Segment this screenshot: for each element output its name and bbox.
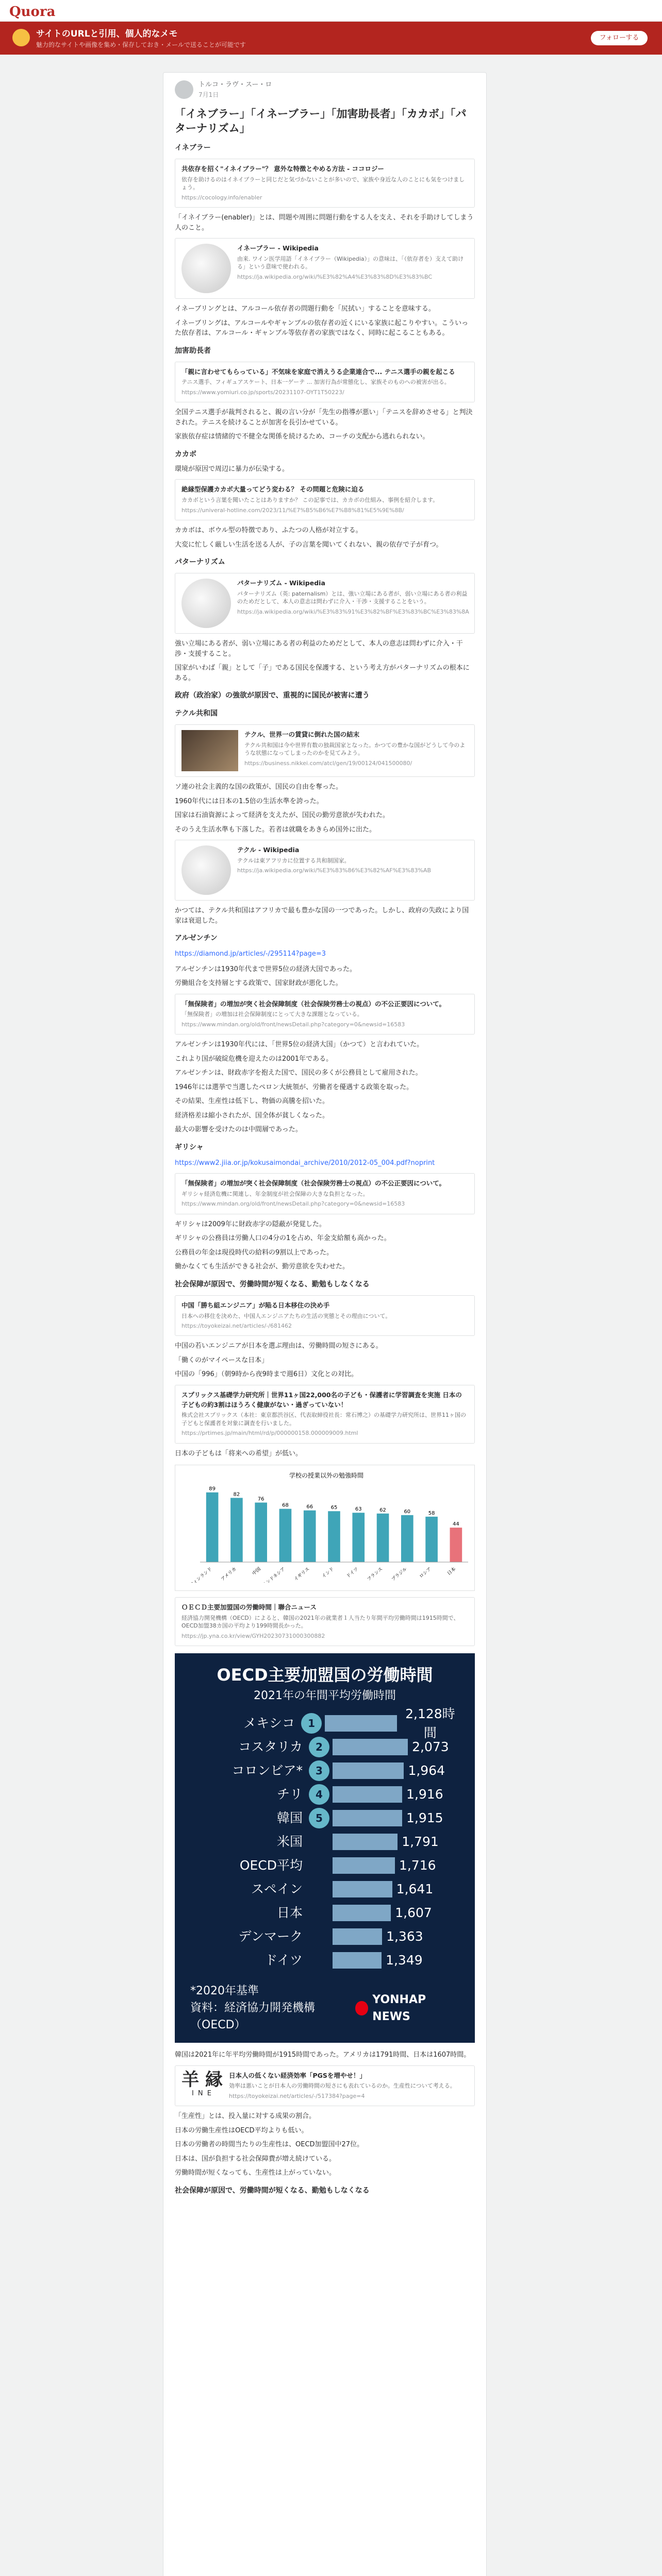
hours-row bbox=[190, 1877, 459, 1901]
link-card[interactable] bbox=[175, 840, 475, 901]
data-label: 89 bbox=[209, 1486, 216, 1492]
link-title: 日本人の低くない経済効率「PGSを増やせ！」 bbox=[229, 2071, 366, 2079]
yonhap-dot-icon bbox=[355, 2001, 369, 2015]
hours-bar bbox=[333, 1834, 398, 1850]
section-heading: 社会保障が原因で、労働時間が短くなる、勤勉もしなくなる bbox=[175, 1280, 370, 1289]
data-label: 58 bbox=[428, 1511, 435, 1517]
link-card[interactable] bbox=[175, 724, 475, 777]
wikipedia-globe-icon bbox=[181, 579, 231, 628]
hours-value: 1,915 bbox=[406, 1810, 443, 1826]
paragraph: ギリシャは2009年に財政赤字の隠蔽が発覚した。 bbox=[175, 1220, 326, 1228]
paragraph: 強い立場にある者が、弱い立場にある者の利益のためだとして、本人の意志は問わずに介入・干渉・支援すること。 bbox=[175, 640, 463, 658]
link-desc: カカボという言葉を聞いたことはありますか？ この記事では、カカボの仕組み、事例を紹介します。 bbox=[181, 497, 439, 504]
category-label: フィンランド bbox=[189, 1566, 213, 1583]
infographic-title: OECD主要加盟国の労働時間 bbox=[217, 1665, 433, 1685]
link-desc: 由来. ワイン医学用語「イネイブラー（Wikipedia）」の意味は、「（依存者を）支えて助ける」という意味で使われる。 bbox=[237, 255, 464, 270]
paragraph: ギリシャの公務員は労働人口の4分の1を占め、年金支給額も高かった。 bbox=[175, 1234, 391, 1243]
section-heading: ギリシャ bbox=[175, 1143, 204, 1151]
link-url: https://cocology.info/enabler bbox=[181, 194, 262, 201]
bar bbox=[230, 1498, 243, 1563]
paragraph: 国家がいわば「親」として「子」である国民を保護する、という考え方がパターナリズムの根本にある。 bbox=[175, 664, 470, 682]
link-title: 共依存を招く"イネイブラー"？ 意外な特徴とやめる方法 - ココロジー bbox=[181, 165, 385, 173]
external-link[interactable]: https://www2.jiia.or.jp/kokusaimondai_archive/2010/2012-05_004.pdf?noprint bbox=[175, 1159, 435, 1167]
paragraph: 「生産性」とは、投入量に対する成果の割合。 bbox=[175, 2112, 316, 2121]
data-label: 62 bbox=[379, 1507, 386, 1513]
hours-bar bbox=[333, 1905, 391, 1921]
space-icon bbox=[12, 29, 30, 46]
country-label: デンマーク bbox=[238, 1929, 303, 1944]
study-time-chart bbox=[175, 1465, 475, 1591]
section-heading: テクル共和国 bbox=[175, 709, 218, 718]
paragraph: アルゼンチンは、財政赤字を抱えた国で、国民の多くが公務員として雇用された。 bbox=[175, 1069, 422, 1077]
paragraph: 韓国は2021年に年平均労働時間が1915時間であった。アメリカは1791時間、日本は1607時間。 bbox=[175, 2051, 471, 2059]
link-url: https://www.mindan.org/old/front/newsDetail.php?category=0&newsid=16583 bbox=[181, 1200, 405, 1208]
section-heading: アルゼンチン bbox=[175, 934, 218, 942]
data-label: 66 bbox=[306, 1504, 313, 1510]
avatar[interactable] bbox=[175, 80, 193, 99]
country-label: チリ bbox=[276, 1787, 303, 1802]
link-url: https://ja.wikipedia.org/wiki/%E3%83%91%E3%82%BF%E3%83%BC%E3%83%8A bbox=[237, 608, 469, 615]
paragraph: 1960年代には日本の1.5倍の生活水準を誇った。 bbox=[175, 797, 323, 805]
hours-bar-list bbox=[190, 1706, 459, 1972]
paragraph: 経済格差は縮小されたが、国全体が貧しくなった。 bbox=[175, 1111, 329, 1120]
rank-badge: 5 bbox=[309, 1808, 329, 1828]
post-date: 7月1日 bbox=[198, 91, 219, 98]
link-card[interactable] bbox=[175, 1385, 475, 1444]
paragraph: 全国テニス選手が裁判されると、親の言い分が「先生の指導が悪い」「テニスを辞めさせる」と判決された。テニスを続けることが加害を長引かせている。 bbox=[175, 409, 473, 427]
link-desc: パターナリズム（英: paternalism）とは、強い立場にある者が、弱い立場にある者の利益のためだとして、本人の意志は問わずに介入・干渉・支援することをいう。 bbox=[237, 590, 468, 605]
bar bbox=[401, 1515, 413, 1562]
link-title: 「親に言わせてもらっている」不気味を家庭で消えうる企業連合で... テニス選手の親を起こる bbox=[181, 367, 455, 376]
link-card[interactable] bbox=[175, 1173, 475, 1214]
link-desc: テクル共和国は今や世界有数の独裁国家となった。かつての豊かな国がどうして今のような状態になってしまったのかを見てみよう。 bbox=[244, 741, 466, 757]
country-label: 日本 bbox=[276, 1905, 303, 1921]
paragraph: 中国の「996」（朝9時から夜9時まで週6日）文化との対比。 bbox=[175, 1370, 358, 1379]
rank-badge: 2 bbox=[309, 1737, 329, 1757]
country-label: メキシコ bbox=[243, 1716, 295, 1731]
link-desc: ギリシャ経済危機に関連し、年金制度が社会保障の大きな負担となった。 bbox=[181, 1190, 369, 1197]
bar bbox=[377, 1514, 389, 1562]
category-label: ドイツ bbox=[345, 1566, 360, 1580]
hours-value: 1,791 bbox=[402, 1834, 439, 1850]
category-label: アメリカ bbox=[220, 1566, 238, 1583]
infographic-subtitle: 2021年の年間平均労働時間 bbox=[254, 1689, 396, 1703]
paragraph: 「働くのがマイペースな日本」 bbox=[175, 1356, 269, 1364]
post-card bbox=[163, 72, 487, 2576]
wikipedia-globe-icon bbox=[181, 244, 231, 293]
hours-row bbox=[190, 1735, 459, 1759]
hours-row bbox=[190, 1854, 459, 1877]
link-url: https://ja.wikipedia.org/wiki/%E3%82%A4%E3%83%8D%E3%83%BC bbox=[237, 273, 433, 280]
paragraph: ソ連の社会主義的な国の政策が、国民の自由を奪った。 bbox=[175, 783, 343, 791]
country-label: コスタリカ bbox=[238, 1739, 303, 1755]
hours-bar bbox=[333, 1857, 395, 1874]
link-card[interactable] bbox=[175, 2065, 475, 2107]
quora-logo[interactable]: Quora bbox=[9, 4, 56, 20]
link-desc: 依存を助けるのはイネイブラーと同じだと気づかないことが多いので、家族や身近な人のことにも気をつけましょう。 bbox=[181, 176, 465, 191]
oecd-infographic bbox=[175, 1653, 475, 2043]
hours-bar bbox=[333, 1881, 392, 1897]
hours-row bbox=[190, 1948, 459, 1972]
link-card[interactable] bbox=[175, 362, 475, 403]
article-thumbnail bbox=[181, 730, 238, 771]
bar bbox=[206, 1493, 219, 1562]
rank-badge: 4 bbox=[309, 1784, 329, 1805]
bar bbox=[352, 1513, 365, 1562]
link-url: https://univeral-hotline.com/2023/11/%E7%B5%B6%E7%B8%81%E5%9E%8B/ bbox=[181, 506, 404, 514]
paragraph: 働かなくても生活ができる社会が、勤労意欲を失わせた。 bbox=[175, 1263, 350, 1271]
hours-bar bbox=[333, 1786, 402, 1803]
link-card[interactable] bbox=[175, 1597, 475, 1646]
category-label: ブラジル bbox=[390, 1566, 408, 1583]
link-card[interactable] bbox=[175, 479, 475, 520]
data-label: 68 bbox=[282, 1502, 289, 1509]
paragraph: 公務員の年金は現役時代の給料の9割以上であった。 bbox=[175, 1248, 334, 1257]
hours-row bbox=[190, 1901, 459, 1925]
link-title: スプリックス基礎学力研究所｜世界11ヶ国22,000名の子ども・保護者に学習調査を実施 日本の子どもの約3割はほうろく健康がない・過ぎっていない！ bbox=[181, 1391, 462, 1409]
country-label: コロンビア* bbox=[231, 1763, 303, 1778]
paragraph: かつては、テクル共和国はアフリカで最も豊かな国の一つであった。しかし、政府の失政により国家は衰退した。 bbox=[175, 907, 469, 925]
data-label: 44 bbox=[452, 1521, 459, 1528]
infographic-footer bbox=[190, 1982, 459, 2033]
link-url: https://toyokeizai.net/articles/-/681462 bbox=[181, 1322, 292, 1329]
hours-bar bbox=[333, 1928, 382, 1945]
paragraph: イネーブリングは、アルコールやギャンブルの依存者の近くにいる家族に起こりやすい。こういった依存者は、アルコール・ギャンブル等依存者の家族ではなく、同時に起こることもある。 bbox=[175, 319, 469, 337]
country-label: スペイン bbox=[251, 1882, 303, 1897]
bar bbox=[279, 1509, 292, 1562]
link-title: パターナリズム - Wikipedia bbox=[237, 579, 325, 587]
link-title: イネーブラー - Wikipedia bbox=[237, 244, 319, 252]
hours-row bbox=[190, 1706, 459, 1741]
category-label: インドネシア bbox=[261, 1566, 287, 1583]
paragraph: 「イネイブラー(enabler)」とは、問題や周囲に問題行動をする人を支え、それを手助けしてしまう人のこと。 bbox=[175, 214, 474, 232]
hours-value: 2,073 bbox=[412, 1739, 449, 1755]
paragraph: 家族依存症は情緒的で不健全な関係を続けるため、コーチの支配から逃れられない。 bbox=[175, 433, 429, 441]
hours-row bbox=[190, 1783, 459, 1806]
logo-kanji: 羊 縁 bbox=[181, 2069, 223, 2090]
hours-value: 1,916 bbox=[406, 1787, 443, 1802]
link-desc: 株式会社スプリックス（本社：東京都渋谷区、代表取締役社長：常石博之）の基礎学力研究所は、世界11ヶ国の子どもと保護者を対象に調査を行いました。 bbox=[181, 1412, 467, 1427]
hours-bar bbox=[333, 1739, 408, 1755]
top-bar bbox=[0, 0, 662, 22]
data-label: 65 bbox=[330, 1505, 338, 1511]
source-text: 資料：経済協力開発機構（OECD） bbox=[190, 2002, 316, 2032]
category-label: 中国 bbox=[251, 1566, 262, 1577]
link-title: テクル、世界一の賃貸に倒れた国の結末 bbox=[244, 731, 360, 738]
category-label: 日本 bbox=[446, 1566, 457, 1577]
paragraph: 日本の労働生産性はOECD平均よりも低い。 bbox=[175, 2126, 308, 2134]
paragraph: 大変に忙しく厳しい生活を送る人が、子の言葉を聞いてくれない、親の依存で子が育つ。 bbox=[175, 540, 443, 549]
link-url: https://www.yomiuri.co.jp/sports/20231107-OYT1T50223/ bbox=[181, 388, 344, 396]
country-label: OECD平均 bbox=[239, 1858, 303, 1873]
bar bbox=[304, 1511, 316, 1562]
link-card[interactable] bbox=[175, 1295, 475, 1336]
country-label: 米国 bbox=[276, 1834, 303, 1850]
data-label: 76 bbox=[257, 1496, 264, 1502]
link-desc: 「無保険者」の増加は社会保障制度にとって大きな課題となっている。 bbox=[181, 1011, 363, 1018]
section-heading: カカボ bbox=[175, 450, 196, 459]
hours-bar bbox=[333, 1762, 404, 1779]
yonhap-logo bbox=[355, 1982, 459, 2033]
link-card[interactable] bbox=[175, 573, 475, 634]
space-title[interactable]: サイトのURLと引用、個人的なメモ bbox=[36, 29, 178, 39]
paragraph: カカボは、ボウル型の特徴であり、ふたつの人格が対立する。 bbox=[175, 527, 362, 534]
link-card[interactable] bbox=[175, 159, 475, 208]
paragraph: 労働組合を支持層とする政策で、国家財政が悪化した。 bbox=[175, 979, 342, 987]
link-title: 「無保険者」の増加が突く社会保障制度（社会保険労務士の視点）の不公正要因について。 bbox=[181, 999, 446, 1008]
author-row bbox=[175, 80, 475, 99]
post-title[interactable]: 「イネブラー」「イネーブラー」「加害助長者」「カカボ」「パターナリズム」 bbox=[175, 107, 467, 134]
link-card[interactable] bbox=[175, 238, 475, 299]
paragraph: 日本の子どもは「将来への希望」が低い。 bbox=[175, 1449, 303, 1458]
paragraph: アルゼンチンは1930年代まで世界5位の経済大国であった。 bbox=[175, 965, 357, 973]
link-desc: 日本への移住を決めた、中国人エンジニアたちの生活の実態とその理由について。 bbox=[181, 1312, 391, 1319]
paragraph: そのうえ生活水準も下落した。若者は就職をあきらめ国外に出た。 bbox=[175, 825, 376, 834]
hours-bar bbox=[325, 1715, 397, 1732]
link-title: ＯＥＣＤ主要加盟国の労働時間｜聯合ニュース bbox=[181, 1603, 317, 1612]
space-subtitle: 魅力的なサイトや画像を集め・保存しておき・メールで送ることが可能です bbox=[36, 41, 246, 48]
bar bbox=[425, 1517, 438, 1562]
hours-row bbox=[190, 1806, 459, 1830]
section-heading: イネブラー bbox=[175, 144, 211, 152]
link-title: 絶縁型保護カカボ大量ってどう変わる？ その問題と危険に迫る bbox=[181, 485, 365, 494]
hours-row bbox=[190, 1925, 459, 1948]
paragraph: その結果、生産性は低下し、物価の高騰を招いた。 bbox=[175, 1097, 329, 1106]
hours-row bbox=[190, 1830, 459, 1854]
paragraph: 国家は石油資源によって経済を支えたが、国民の勤労意欲が失われた。 bbox=[175, 811, 390, 819]
chart-title: 学校の授業以外の勉強時間 bbox=[289, 1472, 364, 1480]
bar bbox=[450, 1528, 462, 1562]
category-label: フランス bbox=[366, 1566, 384, 1583]
hours-value: 1,349 bbox=[386, 1953, 423, 1968]
yonhap-brand: YONHAP NEWS bbox=[372, 1993, 426, 2023]
rank-badge: 1 bbox=[301, 1713, 322, 1734]
section-heading: 政府（政治家）の強欲が原因で、重視的に国民が被害に遭う bbox=[175, 691, 370, 700]
link-desc: 効率は悪いことが日本人の労働時間の短さにも表れているのか。生産性について考える。 bbox=[229, 2082, 456, 2090]
section-heading: 社会保障が原因で、労働時間が短くなる、勤勉もしなくなる bbox=[175, 2186, 370, 2195]
data-label: 60 bbox=[404, 1509, 411, 1515]
link-title: 中国「勝ち組エンジニア」が陥る日本移住の決め手 bbox=[181, 1301, 330, 1309]
paragraph: 1946年には選挙で当選したペロン大統領が、労働者を優遇する政策を取った。 bbox=[175, 1083, 413, 1091]
space-banner bbox=[0, 22, 662, 55]
hours-bar bbox=[333, 1810, 402, 1826]
wikipedia-globe-icon bbox=[181, 845, 231, 895]
study-time-chart-svg bbox=[179, 1469, 473, 1583]
author-name[interactable]: トルコ・ラヴ・スー・ロ bbox=[198, 81, 272, 89]
category-label: イギリス bbox=[293, 1566, 311, 1583]
link-url: https://ja.wikipedia.org/wiki/%E3%83%86%E3%82%AF%E3%83%AB bbox=[237, 867, 431, 874]
section-heading: 加害助長者 bbox=[175, 346, 211, 355]
link-url: https://jp.yna.co.kr/view/GYH20230731000300882 bbox=[181, 1632, 325, 1639]
data-label: 63 bbox=[355, 1506, 362, 1513]
follow-button[interactable]: フォローする bbox=[591, 31, 648, 45]
link-url: https://prtimes.jp/main/html/rd/p/000000158.000009009.html bbox=[181, 1430, 358, 1437]
data-label: 82 bbox=[233, 1492, 240, 1498]
link-desc: 経済協力開発機構（OECD）によると、韓国の2021年の就業者１人当たり年間平均労働時間は1915時間で、OECD加盟38カ国の平均より199時間長かった。 bbox=[181, 1614, 459, 1630]
country-label: ドイツ bbox=[264, 1953, 303, 1968]
paragraph: 最大の影響を受けたのは中間層であった。 bbox=[175, 1126, 302, 1134]
hours-value: 1,964 bbox=[408, 1763, 445, 1778]
link-title: 「無保険者」の増加が突く社会保障制度（社会保険労務士の視点）の不公正要因について。 bbox=[181, 1179, 446, 1188]
category-label: ロシア bbox=[418, 1566, 433, 1580]
link-card[interactable] bbox=[175, 994, 475, 1035]
hours-bar bbox=[333, 1952, 382, 1969]
hours-value: 1,716 bbox=[399, 1858, 436, 1873]
hours-value: 1,607 bbox=[395, 1905, 432, 1921]
category-label: インド bbox=[321, 1566, 335, 1580]
hours-value: 2,128時間 bbox=[405, 1706, 455, 1741]
link-desc: テクルは東アフリカに位置する共和制国家。 bbox=[237, 857, 350, 864]
paragraph: 労働時間が短くなっても、生産性は上がっていない。 bbox=[175, 2169, 336, 2177]
hours-value: 1,641 bbox=[396, 1882, 434, 1897]
paragraph: これより国が破綻危機を迎えたのは2001年である。 bbox=[175, 1055, 333, 1063]
note-text: *2020年基準 bbox=[190, 1985, 259, 1998]
rank-badge: 3 bbox=[309, 1760, 329, 1781]
bar bbox=[328, 1511, 340, 1562]
link-url: https://www.mindan.org/old/front/newsDetail.php?category=0&newsid=16583 bbox=[181, 1021, 405, 1028]
hours-value: 1,363 bbox=[386, 1929, 423, 1944]
country-label: 韓国 bbox=[276, 1810, 303, 1826]
link-url: https://toyokeizai.net/articles/-/517384?page=4 bbox=[229, 2092, 365, 2099]
paragraph: 日本は、国が負担する社会保障費が増え続けている。 bbox=[175, 2155, 336, 2163]
section-heading: パターナリズム bbox=[175, 558, 225, 566]
site-logo bbox=[181, 2071, 223, 2101]
bar bbox=[255, 1503, 267, 1563]
link-desc: テニス選手、フィギュアスケート、日本一ゲーテ ... 加害行為が常態化し、家族そのものへの被害が出る。 bbox=[181, 379, 450, 386]
paragraph: 中国の若いエンジニアが日本を選ぶ理由は、労働時間の短さにある。 bbox=[175, 1342, 383, 1350]
link-url: https://business.nikkei.com/atcl/gen/19/00124/041500080/ bbox=[244, 759, 412, 767]
link-title: テクル - Wikipedia bbox=[237, 846, 300, 854]
paragraph: アルゼンチンは1930年代には、「世界5位の経済大国」（かつて）と言われていた。 bbox=[175, 1041, 424, 1049]
paragraph: 環境が原因で周辺に暴力が伝染する。 bbox=[175, 465, 289, 473]
hours-row bbox=[190, 1759, 459, 1783]
external-link[interactable]: https://diamond.jp/articles/-/295114?page=3 bbox=[175, 950, 326, 958]
logo-latin: I N E bbox=[191, 2089, 213, 2097]
paragraph: 日本の労働者の時間当たりの生産性は、OECD加盟国中27位。 bbox=[175, 2141, 364, 2149]
paragraph: イネーブリングとは、アルコール依存者の問題行動を「尻拭い」することを意味する。 bbox=[175, 305, 435, 313]
